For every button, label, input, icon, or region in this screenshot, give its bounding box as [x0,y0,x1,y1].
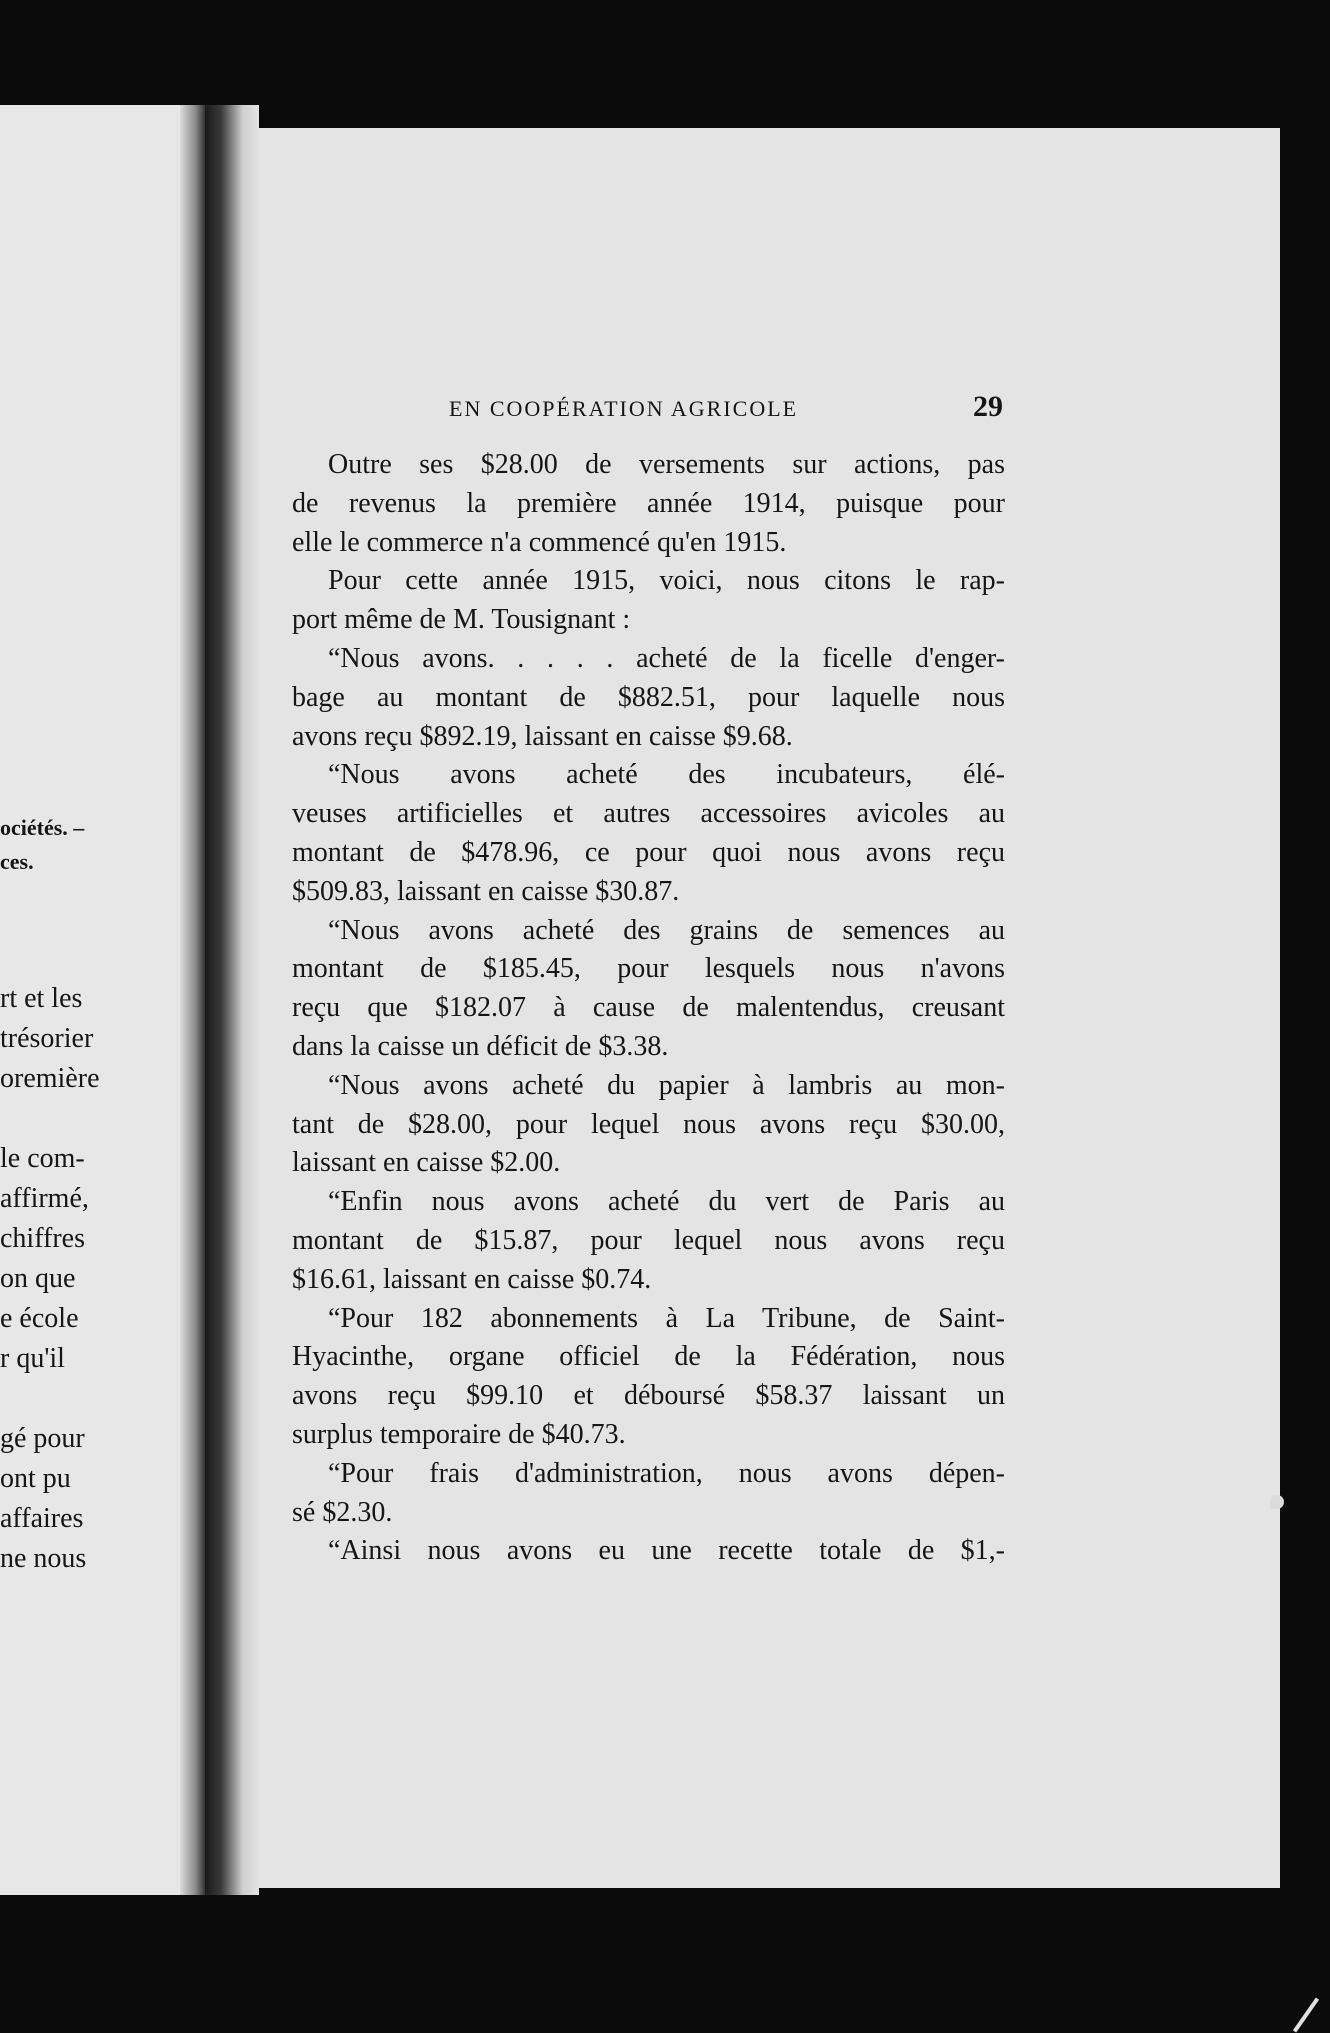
body-text [292,446,1005,1571]
left-page-fold [180,105,205,1895]
body-line: dans la caisse un déficit de $3.38. [292,1030,669,1062]
body-line: veuses artificielles et autres accessoires avicoles au [292,798,1005,830]
left-page-line: affirmé, [0,1183,89,1214]
body-line: port même de M. Tousignant : [292,604,631,636]
body-line: montant de $478.96, ce pour quoi nous avons reçu [292,836,1005,868]
scan-edge-mark [1293,1997,1319,2032]
left-page-line: ont pu [0,1463,71,1494]
body-line: montant de $15.87, pour lequel nous avons reçu [292,1224,1005,1256]
left-page-fragment [0,105,205,1895]
body-line: “Nous avons. . . . . acheté de la ficelle d'enger- [328,642,1005,674]
body-line: laissant en caisse $2.00. [292,1147,561,1179]
left-page-line: ociétés. – [0,815,85,840]
left-page-line: affaires [0,1503,84,1534]
body-line: surplus temporaire de $40.73. [292,1418,626,1450]
body-line: Hyacinthe, organe officiel de la Fédération, nous [292,1341,1005,1373]
running-head [449,390,1011,430]
left-page-line: r qu'il [0,1343,65,1374]
body-line: “Nous avons acheté des incubateurs, élé- [328,759,1005,791]
body-line: $509.83, laissant en caisse $30.87. [292,875,680,907]
body-line: Outre ses $28.00 de versements sur actions, pas [328,449,1005,480]
left-page-line: on que [0,1263,76,1294]
book-gutter [205,105,259,1895]
left-page-line: oremière [0,1063,100,1094]
body-line: “Nous avons acheté des grains de semences au [328,914,1005,946]
body-line: avons reçu $99.10 et déboursé $58.37 laissant un [292,1380,1005,1412]
body-line: sé $2.30. [292,1496,393,1528]
left-page-line: ne nous [0,1543,87,1574]
running-title: EN COOPÉRATION AGRICOLE [449,396,799,421]
body-line: “Enfin nous avons acheté du vert de Paris au [328,1186,1005,1218]
body-line: “Nous avons acheté du papier à lambris au mon- [328,1069,1005,1101]
body-line: “Pour frais d'administration, nous avons dépen- [328,1457,1005,1489]
body-line: “Ainsi nous avons eu une recette totale de $1,- [328,1535,1005,1567]
body-line: montant de $185.45, pour lesquels nous n'avons [292,953,1005,985]
body-line: de revenus la première année 1914, puisque pour [292,487,1005,519]
body-line: “Pour 182 abonnements à La Tribune, de Saint- [328,1302,1005,1334]
left-page-line: trésorier [0,1023,94,1054]
body-line: Pour cette année 1915, voici, nous citons le rap- [328,565,1005,597]
left-page-line: gé pour [0,1423,85,1454]
body-line: reçu que $182.07 à cause de malentendus, creusant [292,992,1005,1024]
left-page-line: chiffres [0,1223,85,1254]
left-page-line: rt et les [0,983,83,1014]
left-page-line: ces. [0,849,34,874]
body-line: $16.61, laissant en caisse $0.74. [292,1263,652,1295]
left-page-line: le com- [0,1143,85,1174]
body-line: bage au montant de $882.51, pour laquelle nous [292,681,1005,713]
body-line: tant de $28.00, pour lequel nous avons reçu $30.00, [292,1108,1005,1140]
page-number: 29 [973,390,1003,423]
scan-mark [1270,1495,1284,1509]
body-line: avons reçu $892.19, laissant en caisse $9.68. [292,720,793,752]
body-line: elle le commerce n'a commencé qu'en 1915. [292,526,787,558]
left-page-line: e école [0,1303,79,1334]
